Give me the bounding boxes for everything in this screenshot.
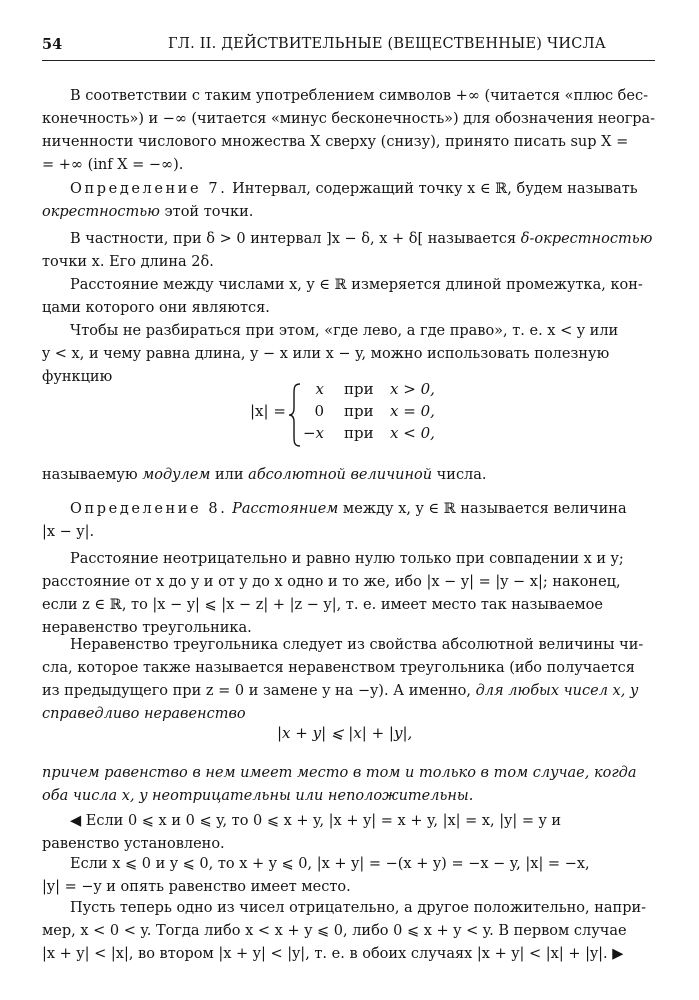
theorem-text: для любых чисел x, y <box>475 683 639 699</box>
defined-term: окрестностью <box>42 204 160 220</box>
text-line <box>42 228 655 251</box>
text-line: функцию <box>42 369 113 385</box>
text-line: если z ∈ ℝ, то |x − y| ⩽ |x − z| + |z − y|, т. е. имеет место так называемое <box>42 597 603 613</box>
text-line: конечность») и −∞ (читается «минус бесконечность») для обозначения неогра- <box>42 111 655 127</box>
case-word: при <box>344 402 374 420</box>
case-value: 0 <box>314 402 324 420</box>
text-line: |x − y|. <box>42 524 95 540</box>
paragraph-proof-case-1 <box>42 810 655 856</box>
paragraph-distance-intro <box>42 274 655 320</box>
text-line: Расстояние неотрицательно и равно нулю только при совпадении x и y; <box>70 551 624 567</box>
definition-label: Определение 7. <box>70 181 228 197</box>
paragraph-modulus-name <box>42 464 655 487</box>
paragraph-equality-condition <box>42 762 655 808</box>
running-title: ГЛ. II. ДЕЙСТВИТЕЛЬНЫЕ (ВЕЩЕСТВЕННЫЕ) ЧИСЛА <box>168 36 606 52</box>
text-line: оба числа x, y неотрицательны или неположительны. <box>42 788 474 804</box>
text-line: ниченности числового множества X сверху (снизу), принято писать sup X = <box>42 134 629 150</box>
text-run: из предыдущего при z = 0 и замене y на −y). А именно, <box>42 683 476 699</box>
text-line <box>42 498 655 521</box>
text-line: Расстояние между числами x, y ∈ ℝ измеряется длиной промежутка, кон- <box>70 277 643 293</box>
text-line: неравенство треугольника. <box>42 620 252 636</box>
text-line <box>42 680 655 703</box>
text-line: = +∞ (inf X = −∞). <box>42 157 184 173</box>
text-line: Чтобы не разбираться при этом, «где лево, а где право», т. е. x < y или <box>70 323 619 339</box>
case-row <box>300 424 490 444</box>
text-line: ◀ Если 0 ⩽ x и 0 ⩽ y, то 0 ⩽ x + y, |x + y| = x + y, |x| = x, |y| = y и <box>70 813 562 829</box>
definition-text: Интервал, содержащий точку x ∈ ℝ, будем называть <box>227 181 638 197</box>
formula-lhs: |x| = <box>250 402 286 420</box>
text-run: В частности, при δ > 0 интервал ]x − δ, x + δ[ называется <box>70 231 521 247</box>
text-line <box>42 201 655 224</box>
paragraph-proof-case-2 <box>42 853 655 899</box>
text-line: Неравенство треугольника следует из свойства абсолютной величины чи- <box>70 637 644 653</box>
header-rule <box>42 60 655 61</box>
case-condition: x = 0, <box>390 402 435 420</box>
text-line: В соответствии с таким употреблением символов +∞ (читается «плюс бес- <box>70 88 649 104</box>
definition-label: Определение 8. <box>70 501 228 517</box>
paragraph-proof-case-3 <box>42 897 655 966</box>
case-row <box>300 402 490 422</box>
definition-text: этой точки. <box>159 204 254 220</box>
case-row <box>300 380 490 400</box>
theorem-text: справедливо неравенство <box>42 706 246 722</box>
text-run: называемую <box>42 467 143 483</box>
case-value: x <box>315 380 324 398</box>
text-line: |y| = −y и опять равенство имеет место. <box>42 879 351 895</box>
page-number: 54 <box>42 36 63 53</box>
text-line: точки x. Его длина 2δ. <box>42 254 214 270</box>
text-line <box>42 464 655 487</box>
defined-term: δ-окрестностью <box>520 231 653 247</box>
text-line: y < x, и чему равна длина, y − x или x − y, можно использовать полезную <box>42 346 610 362</box>
defined-term: абсолютной величиной <box>248 467 433 483</box>
text-line: цами которого они являются. <box>42 300 270 316</box>
definition-8 <box>42 498 655 544</box>
text-line: сла, которое также называется неравенством треугольника (ибо получается <box>42 660 635 676</box>
case-condition: x < 0, <box>390 424 435 442</box>
definition-text: между x, y ∈ ℝ называется величина <box>338 501 627 517</box>
absolute-value-formula <box>250 378 490 448</box>
text-line: причем равенство в нем имеет место в том и только в том случае, когда <box>42 765 637 781</box>
text-line: Пусть теперь одно из чисел отрицательно, а другое положительно, напри- <box>70 900 647 916</box>
paragraph-infinity-notation <box>42 85 655 177</box>
defined-term: модулем <box>142 467 211 483</box>
case-word: при <box>344 380 374 398</box>
text-line <box>42 178 655 201</box>
paragraph-distance-properties <box>42 548 655 640</box>
text-line: расстояние от x до y и от y до x одно и то же, ибо |x − y| = |y − x|; наконец, <box>42 574 621 590</box>
text-run: или <box>210 467 249 483</box>
text-line: Если x ⩽ 0 и y ⩽ 0, то x + y ⩽ 0, |x + y| = −(x + y) = −x − y, |x| = −x, <box>70 856 590 872</box>
triangle-inequality-formula: |x + y| ⩽ |x| + |y|, <box>277 724 413 742</box>
page-header <box>42 36 654 58</box>
paragraph-delta-neighborhood <box>42 228 655 274</box>
case-value: −x <box>302 424 324 442</box>
text-line: |x + y| < |x|, во втором |x + y| < |y|, т. е. в обоих случаях |x + y| < |x| + |y|. ▶ <box>42 946 624 962</box>
text-run: числа. <box>432 467 487 483</box>
defined-term: Расстоянием <box>232 501 339 517</box>
case-word: при <box>344 424 374 442</box>
definition-7 <box>42 178 655 224</box>
case-condition: x > 0, <box>390 380 435 398</box>
paragraph-triangle-inequality <box>42 634 655 726</box>
text-line: равенство установлено. <box>42 836 225 852</box>
text-line: мер, x < 0 < y. Тогда либо x < x + y ⩽ 0, либо 0 ⩽ x + y < y. В первом случае <box>42 923 627 939</box>
